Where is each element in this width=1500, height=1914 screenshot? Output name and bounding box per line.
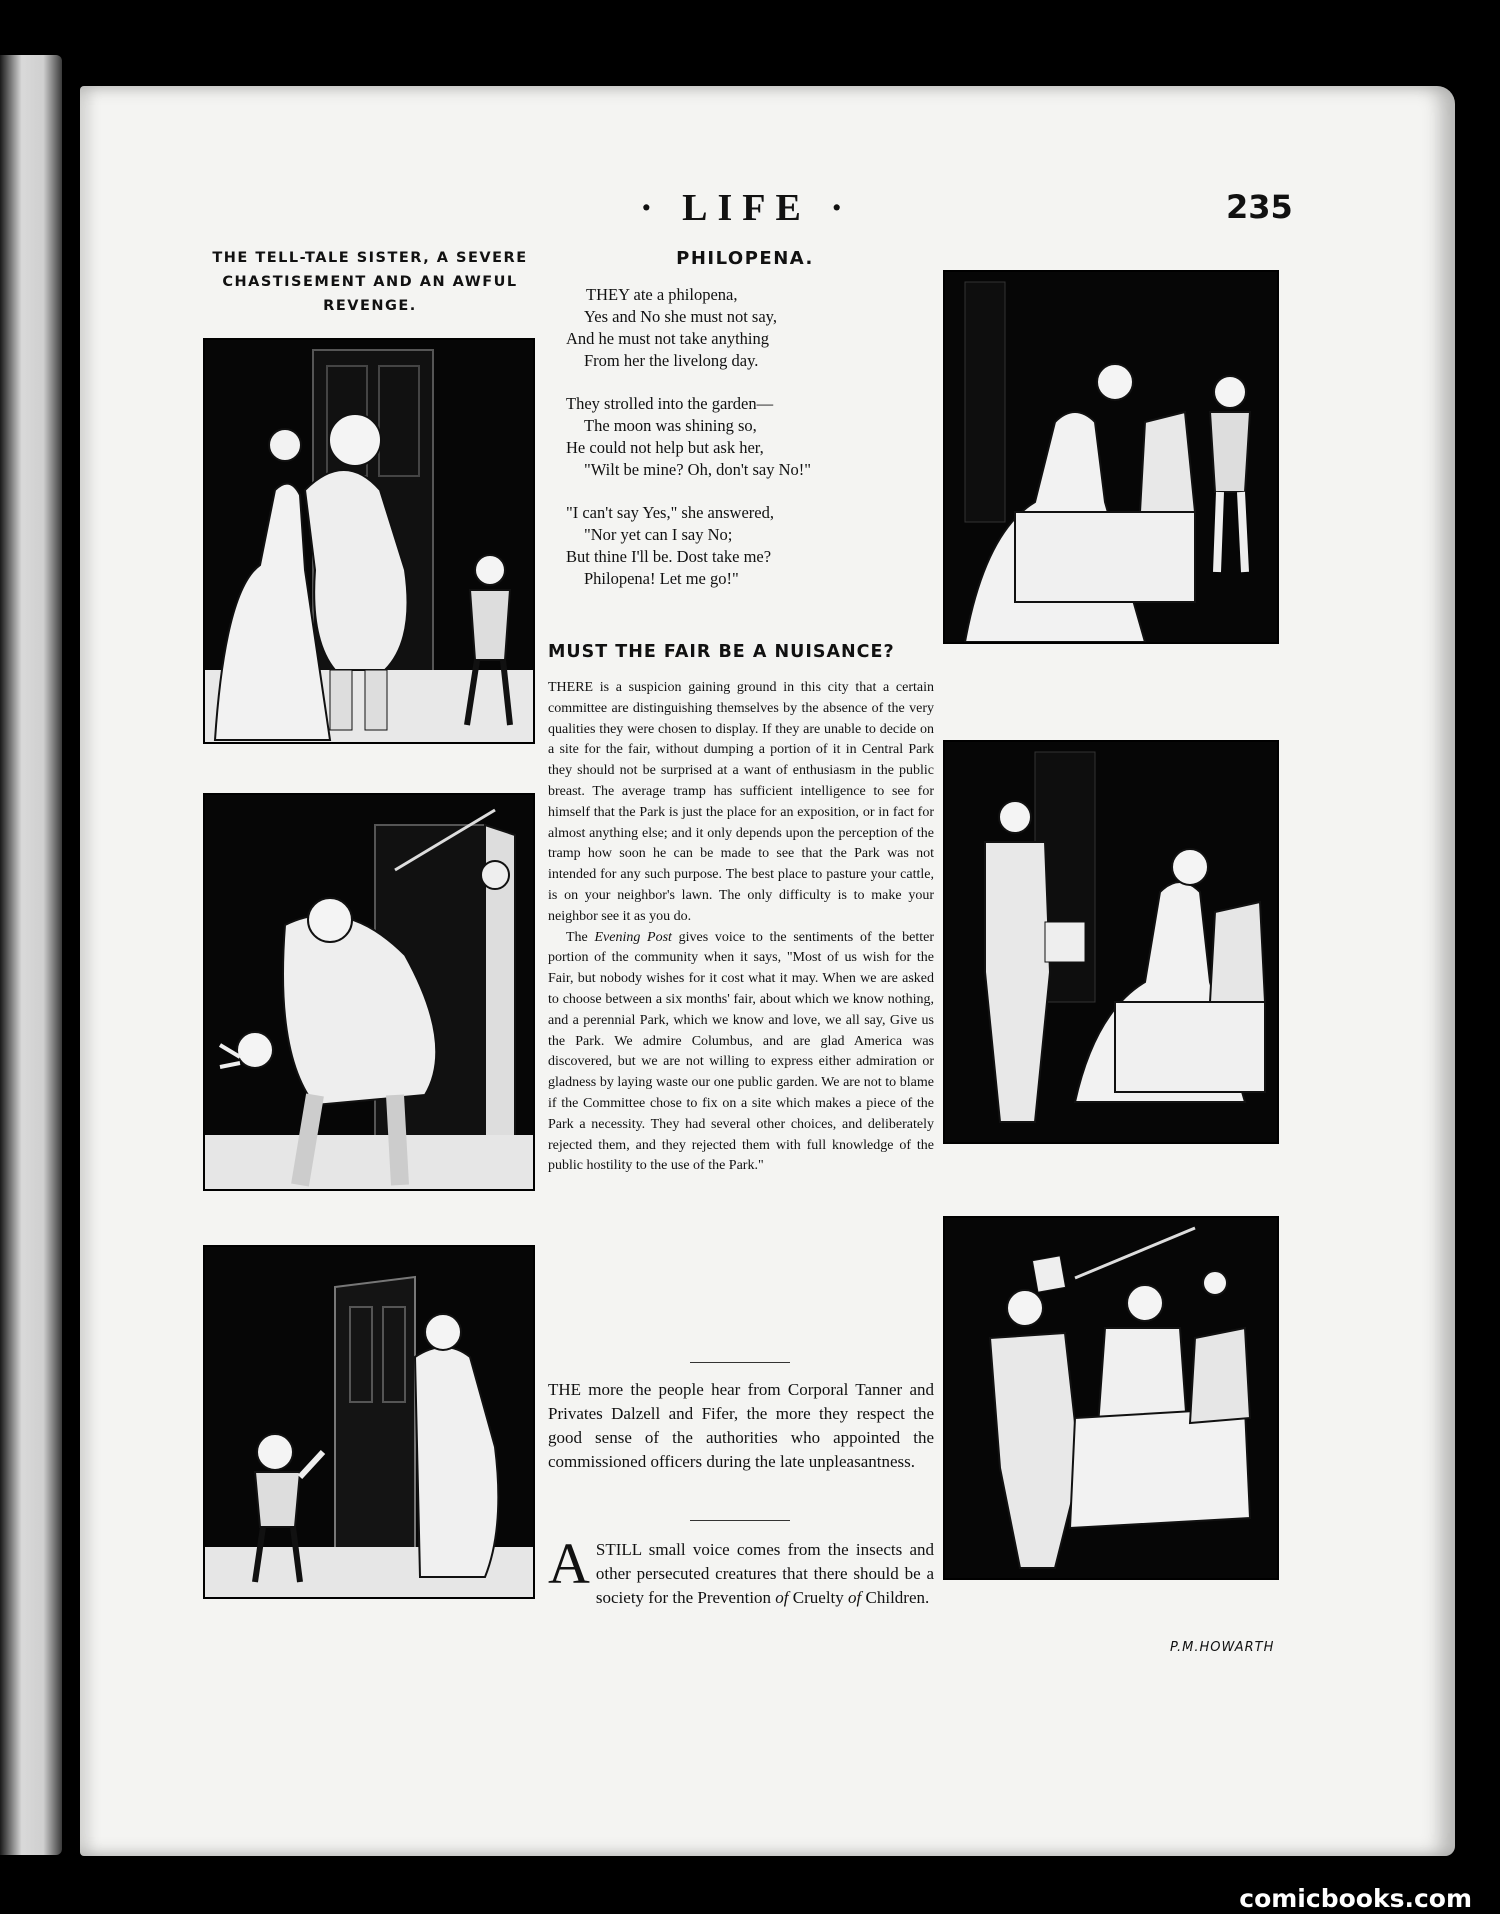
illustration-father-spanking-boy xyxy=(205,795,533,1189)
paragraph-text: STILL small voice comes from the insects and other persecuted creatures that there should be a society for the Prevention xyxy=(595,1540,934,1607)
poem-line: He could not help but ask her, xyxy=(566,438,764,457)
tanner-paragraph-text: THE more the people hear from Corporal Tanner and Privates Dalzell and Fifer, the more they respect the good sense of the authorities who appointed the commissioned officers during the late unpleasantness. xyxy=(548,1380,934,1471)
cartoon-panel-suitor-arrives xyxy=(943,740,1279,1144)
poem-line: But thine I'll be. Dost take me? xyxy=(566,547,772,566)
masthead: · LIFE · xyxy=(640,187,854,229)
poem-line: "Nor yet can I say No; xyxy=(584,525,733,544)
editorial-paragraph-1: THERE is a suspicion gaining ground in this city that a certain committee are distinguishing themselves by the absence of the very qualities they were chosen to display. If they are unable to decide on a site for the fair, without dumping a portion of it in Central Park they should not be surprised at a want of enthusiasm in the public breast. The average tramp has sufficient intelligence to see for himself that the Park is just the place for an exposition, or in fact for almost anything else; and it only depends upon the perception of the tramp how soon he can be made to see that the Park was not intended for any such purpose. The best place to pasture your cattle, is on your neighbor's lawn. The only difficulty is to make your neighbor see it as you do. xyxy=(548,680,934,924)
previous-page-edge xyxy=(0,55,62,1855)
poem-line: The moon was shining so, xyxy=(584,416,757,435)
artist-signature: P.M.HOWARTH xyxy=(1170,1640,1275,1655)
paragraph-text: gives voice to the sentiments of the better portion of the community when it says, "Most of us wish for the Fair, but nobody wishes for it cost what it may. When we are asked to choose between a six months' fair, about which we know nothing, and a perennial Park, which we know and love, we all say, Give us the Park. We admire Columbus, and are glad America was discovered, but we are not willing to express either admiration or gladness by laying waste our one public garden. We are not to blame if the Committee chose to fix on a site which makes a piece of the Park a necessity. They had several other choices, and deliberately rejected them, and they rejected them with full knowledge of the public hostility to the use of the Park." xyxy=(548,929,934,1174)
poem-line: And he must not take anything xyxy=(566,329,770,348)
illustration-suitor-startled xyxy=(945,1218,1277,1578)
cartoon-panel-sister-tells xyxy=(203,338,535,744)
italic-of: of xyxy=(775,1588,789,1607)
poem-stanza-3 xyxy=(566,502,946,590)
editorial-title: MUST THE FAIR BE A NUISANCE? xyxy=(548,642,895,662)
society-paragraph-text xyxy=(548,1531,934,1610)
page-number: 235 xyxy=(1226,188,1293,226)
cartoon-panel-hat-flies xyxy=(943,1216,1279,1580)
cartoon-panel-chastisement xyxy=(203,793,535,1191)
tanner-paragraph xyxy=(548,1378,934,1474)
newspaper-name: Evening Post xyxy=(594,929,672,945)
illustration-lady-and-boy-behind-chair xyxy=(945,272,1277,642)
illustration-boy-and-sister-at-door xyxy=(205,1247,533,1597)
paragraph-text: Children. xyxy=(861,1588,930,1607)
italic-of: of xyxy=(848,1588,862,1607)
poem-line: THEY ate a philopena, xyxy=(586,285,738,304)
poem-line: Philopena! Let me go!" xyxy=(584,569,739,588)
paragraph-text: Cruelty xyxy=(788,1588,849,1607)
society-paragraph xyxy=(548,1531,934,1610)
editorial-body xyxy=(548,678,934,1177)
poem-stanza-1 xyxy=(566,284,946,372)
editorial-paragraph-2 xyxy=(548,928,934,1178)
illustration-suitor-and-lady xyxy=(945,742,1277,1142)
poem-line: "Wilt be mine? Oh, don't say No!" xyxy=(584,460,812,479)
paragraph-text: The xyxy=(566,929,595,945)
poem-line: They strolled into the garden— xyxy=(566,394,774,413)
poem-stanza-2 xyxy=(566,393,946,481)
watermark: comicbooks.com xyxy=(1239,1884,1472,1913)
illustration-sister-father-boy xyxy=(205,340,533,742)
poem-line: Yes and No she must not say, xyxy=(584,307,777,326)
poem-line: From her the livelong day. xyxy=(584,351,759,370)
poem-title: PHILOPENA. xyxy=(676,248,814,269)
section-divider xyxy=(690,1362,790,1363)
cartoon-panel-revenge xyxy=(203,1245,535,1599)
cartoon-panel-lady-in-chair xyxy=(943,270,1279,644)
poem-philopena xyxy=(566,284,946,611)
drop-initial: A xyxy=(548,1531,590,1596)
cartoon-caption: THE TELL-TALE SISTER, A SEVERE CHASTISEMENT AND AN AWFUL REVENGE. xyxy=(212,250,528,314)
section-divider xyxy=(690,1520,790,1521)
poem-line: "I can't say Yes," she answered, xyxy=(566,503,774,522)
